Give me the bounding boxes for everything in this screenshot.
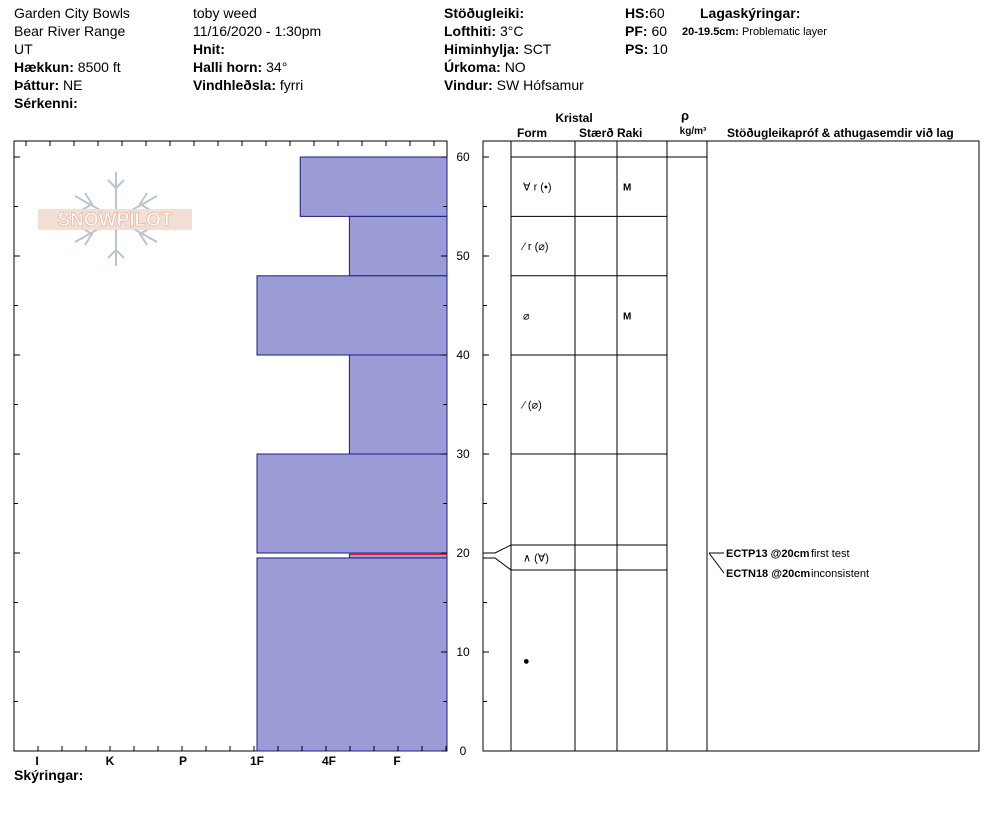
x-tick-label: I	[35, 754, 39, 768]
location: Garden City Bowls	[14, 5, 130, 21]
layer-notes-label: Lagaskýringar:	[700, 5, 801, 21]
range: Bear River Range	[14, 23, 126, 39]
stability: Stöðugleiki:	[444, 5, 525, 21]
y-tick-label: 10	[456, 645, 470, 659]
coords: Hnit:	[193, 41, 225, 57]
precip: Úrkoma: NO	[444, 59, 526, 75]
slope: Halli horn: 34°	[193, 59, 288, 75]
density-symbol: ρ	[680, 108, 690, 123]
notes-label: Skýringar:	[14, 767, 84, 783]
density-unit: kg/m³	[679, 126, 707, 137]
layer-table-frame	[483, 141, 979, 751]
test-code: ECTN18 @20cm	[726, 568, 811, 580]
layer-connector	[483, 545, 511, 553]
y-tick-label: 40	[456, 348, 470, 362]
moisture-value: M	[623, 311, 632, 323]
svg-text:SNOWPILOT: SNOWPILOT	[57, 210, 173, 231]
grain-form-symbol: ●	[523, 655, 530, 668]
grain-form-symbol: ⁄ r (⌀)	[523, 241, 549, 254]
test-comment: first test	[811, 548, 850, 560]
sky: Himinhylja: SCT	[444, 41, 552, 57]
grain-form-symbol: ∧ (∀)	[523, 552, 549, 565]
state: UT	[14, 41, 33, 57]
datetime: 11/16/2020 - 1:30pm	[193, 23, 322, 39]
y-tick-label: 30	[456, 447, 470, 461]
x-tick-label: 1F	[249, 754, 265, 768]
hs: HS:60	[625, 5, 665, 21]
test-pointer	[709, 553, 724, 573]
observer: toby weed	[193, 5, 257, 21]
y-tick-label: 0	[459, 744, 467, 758]
elevation: Hækkun: 8500 ft	[14, 59, 121, 75]
hardness-bar	[257, 558, 447, 751]
hardness-bar	[257, 454, 447, 553]
test-comment: inconsistent	[811, 568, 870, 580]
hardness-bar	[349, 216, 447, 275]
tests-header: Stöðugleikapróf & athugasemdir við lag	[727, 126, 954, 140]
aspect: Þáttur: NE	[14, 77, 83, 93]
y-tick-label: 60	[456, 150, 470, 164]
x-tick-label: K	[105, 754, 115, 768]
x-tick-label: F	[393, 754, 401, 768]
size-header: Stærð	[579, 126, 614, 140]
snowpilot-logo	[38, 172, 192, 266]
test-code: ECTP13 @20cm	[726, 548, 810, 560]
hardness-bar	[349, 355, 447, 454]
y-tick-label: 20	[456, 546, 470, 560]
x-tick-label: P	[178, 754, 188, 768]
grain-form-symbol: ⌀	[523, 310, 530, 323]
wind: Vindur: SW Hófsamur	[444, 77, 584, 93]
ps: PS: 10	[625, 41, 668, 57]
crystal-header: Kristal	[555, 111, 593, 125]
hardness-bar	[300, 157, 447, 216]
x-tick-label: 4F	[321, 754, 337, 768]
grain-form-symbol: ∀ r (•)	[523, 181, 552, 194]
wind-loading: Vindhleðsla: fyrri	[193, 77, 304, 93]
layer-connector	[483, 558, 511, 570]
form-header: Form	[517, 126, 547, 140]
layer-note: 20-19.5cm: Problematic layer	[682, 26, 827, 38]
grain-form-symbol: ⁄ (⌀)	[523, 399, 542, 412]
pf: PF: 60	[625, 23, 668, 39]
y-tick-label: 50	[456, 249, 470, 263]
features: Sérkenni:	[14, 95, 78, 111]
moisture-value: M	[623, 182, 632, 194]
hardness-bar	[257, 276, 447, 355]
moisture-header: Raki	[617, 126, 643, 140]
air-temp: Lofthiti: 3°C	[444, 23, 524, 39]
